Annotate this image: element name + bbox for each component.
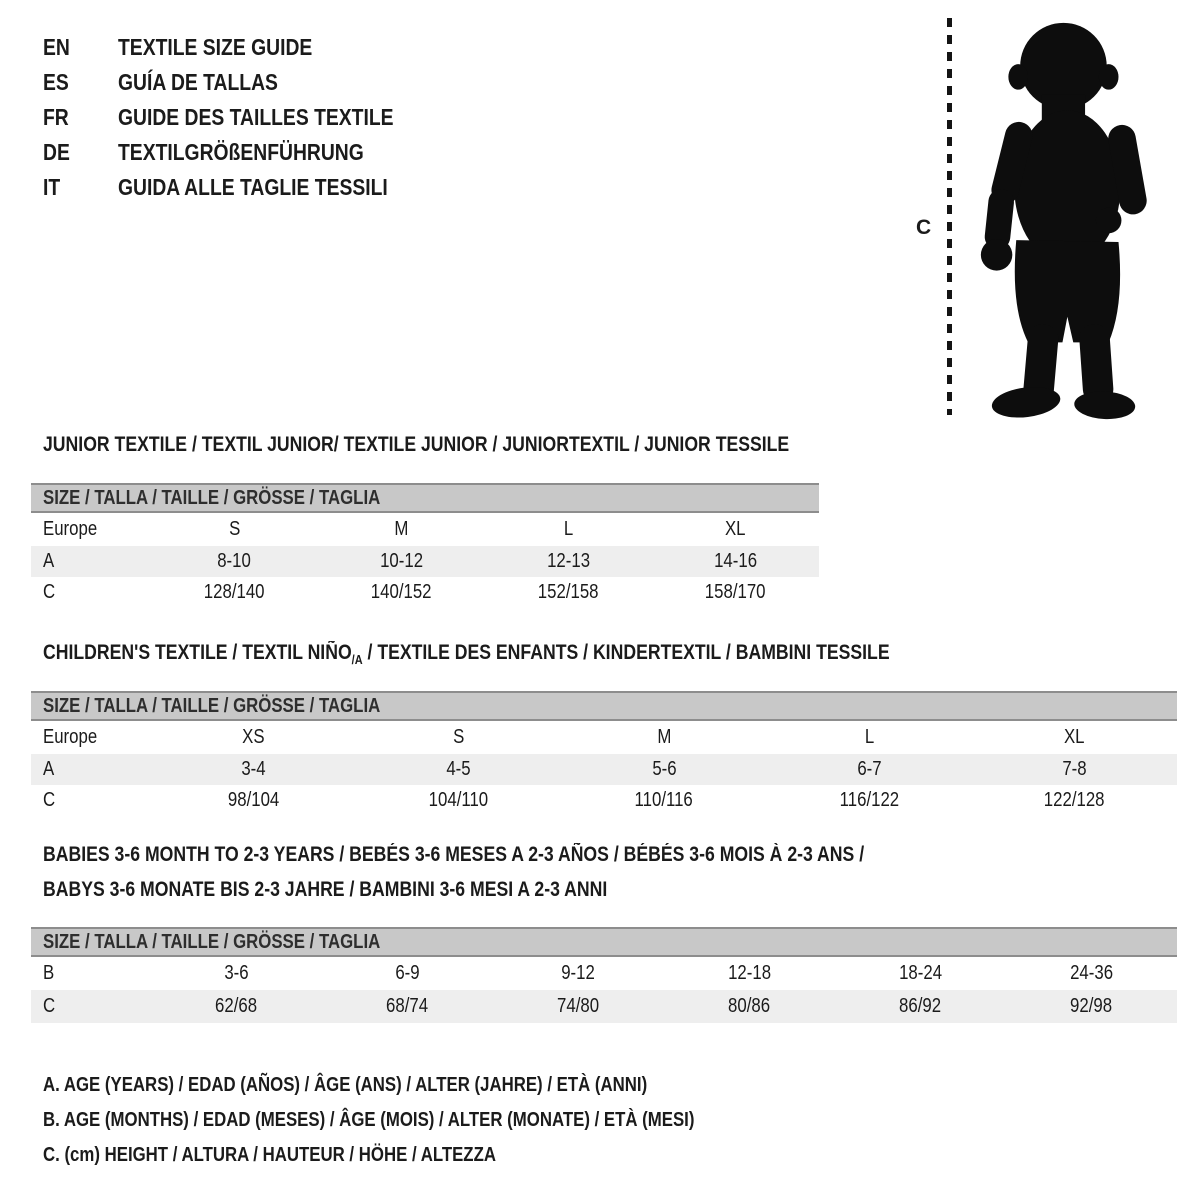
- junior-size-table: [31, 483, 819, 608]
- legend-line-b: [43, 1103, 819, 1138]
- table-cell: 128/140: [204, 581, 265, 603]
- junior-row-height: [31, 577, 819, 608]
- table-cell: 12-13: [547, 550, 590, 572]
- table-cell: 6-9: [395, 962, 420, 984]
- table-cell: 24-36: [1070, 962, 1113, 984]
- junior-size-header-bar: [31, 483, 819, 513]
- junior-size-xl: XL: [725, 518, 746, 540]
- children-row-height-label: C: [43, 789, 56, 811]
- children-row-age: [31, 754, 1177, 785]
- lang-row-fr: [43, 100, 446, 135]
- babies-row-months: [31, 957, 1177, 990]
- babies-row-height-label: C: [43, 995, 56, 1017]
- children-section-title-text: [43, 641, 890, 667]
- legend-line-a: [43, 1068, 819, 1103]
- junior-row-age-label: A: [43, 550, 55, 572]
- lang-row-de: [43, 135, 446, 170]
- children-row-age-label: A: [43, 758, 55, 780]
- junior-size-header-text: SIZE / TALLA / TAILLE / GRÖSSE / TAGLIA: [43, 486, 381, 509]
- table-cell: 74/80: [557, 995, 600, 1017]
- children-size-header-bar: [31, 691, 1177, 721]
- babies-title-line1-text: BABIES 3-6 MONTH TO 2-3 YEARS / BEBÉS 3-6 MESES A 2-3 AÑOS / BÉBÉS 3-6 MOIS À 2-3 ANS /: [43, 843, 865, 866]
- height-figure: [900, 0, 1200, 430]
- junior-size-s: S: [228, 518, 241, 540]
- children-size-xl: XL: [1064, 726, 1085, 748]
- lang-title-de: TEXTILGRÖßENFÜHRUNG: [118, 139, 364, 165]
- children-size-xs: XS: [242, 726, 265, 748]
- lang-row-en: [43, 30, 446, 65]
- table-cell: 104/110: [429, 789, 489, 811]
- legend-line-c: [43, 1138, 819, 1173]
- lang-code-fr: FR: [43, 104, 69, 130]
- junior-row-age: [31, 546, 819, 577]
- children-size-l: L: [864, 726, 874, 748]
- lang-row-it: [43, 170, 446, 205]
- table-cell: 14-16: [714, 550, 757, 572]
- children-size-s: S: [453, 726, 465, 748]
- table-cell: 10-12: [380, 550, 423, 572]
- table-cell: 116/122: [839, 789, 899, 811]
- babies-size-header-text: SIZE / TALLA / TAILLE / GRÖSSE / TAGLIA: [43, 930, 381, 953]
- children-region-label: Europe: [43, 726, 98, 748]
- table-cell: 7-8: [1062, 758, 1087, 780]
- table-cell: 86/92: [899, 995, 942, 1017]
- junior-size-m: M: [394, 518, 409, 540]
- table-cell: 3-6: [224, 962, 249, 984]
- height-measure-dashed-line: [947, 18, 952, 415]
- language-title-list: [43, 30, 446, 205]
- table-cell: 110/116: [634, 789, 694, 811]
- junior-row-height-label: C: [43, 581, 56, 603]
- lang-title-en: TEXTILE SIZE GUIDE: [118, 34, 313, 60]
- table-cell: 80/86: [728, 995, 771, 1017]
- table-cell: 6-7: [857, 758, 882, 780]
- height-measure-label: C: [916, 216, 932, 239]
- table-cell: 4-5: [446, 758, 471, 780]
- babies-row-months-label: B: [43, 962, 55, 984]
- table-cell: 158/170: [705, 581, 766, 603]
- children-title-suffix: / TEXTILE DES ENFANTS / KINDERTEXTIL / BAMBINI TESSILE: [362, 641, 890, 664]
- table-cell: 3-4: [241, 758, 266, 780]
- junior-region-label: Europe: [43, 518, 98, 540]
- table-cell: 98/104: [227, 789, 280, 811]
- babies-row-height: [31, 990, 1177, 1023]
- children-title-subscript: /A: [351, 652, 363, 668]
- children-title-prefix: CHILDREN'S TEXTILE / TEXTIL NIÑO: [43, 641, 352, 664]
- table-cell: 122/128: [1044, 789, 1105, 811]
- toddler-silhouette-icon: [960, 12, 1160, 420]
- lang-code-es: ES: [43, 69, 69, 95]
- table-cell: 152/158: [538, 581, 599, 603]
- babies-size-header-bar: [31, 927, 1177, 957]
- junior-sizes-row: [31, 513, 819, 546]
- table-cell: 140/152: [371, 581, 432, 603]
- table-cell: 12-18: [728, 962, 771, 984]
- lang-title-fr: GUIDE DES TAILLES TEXTILE: [118, 104, 394, 130]
- children-size-header-text: SIZE / TALLA / TAILLE / GRÖSSE / TAGLIA: [43, 694, 381, 717]
- table-cell: 5-6: [651, 758, 677, 780]
- table-cell: 92/98: [1070, 995, 1113, 1017]
- table-cell: 68/74: [386, 995, 429, 1017]
- babies-size-table: [31, 927, 1177, 1023]
- table-cell: 9-12: [561, 962, 596, 984]
- table-cell: 62/68: [215, 995, 258, 1017]
- children-row-height: [31, 785, 1177, 816]
- junior-section-title-text: JUNIOR TEXTILE / TEXTIL JUNIOR/ TEXTILE JUNIOR / JUNIORTEXTIL / JUNIOR TESSILE: [43, 433, 790, 456]
- babies-section-title-line2: [43, 878, 715, 902]
- legend-line-a-text: A. AGE (YEARS) / EDAD (AÑOS) / ÂGE (ANS) / ALTER (JAHRE) / ETÀ (ANNI): [43, 1074, 648, 1096]
- lang-title-it: GUIDA ALLE TAGLIE TESSILI: [118, 174, 388, 200]
- babies-title-line2-text: BABYS 3-6 MONATE BIS 2-3 JAHRE / BAMBINI 3-6 MESI A 2-3 ANNI: [43, 878, 608, 901]
- lang-code-de: DE: [43, 139, 70, 165]
- babies-section-title-line1: [43, 843, 1021, 867]
- children-sizes-row: [31, 721, 1177, 754]
- table-cell: 18-24: [899, 962, 942, 984]
- legend-line-b-text: B. AGE (MONTHS) / EDAD (MESES) / ÂGE (MOIS) / ALTER (MONATE) / ETÀ (MESI): [43, 1109, 695, 1131]
- table-cell: 8-10: [217, 550, 252, 572]
- children-size-table: [31, 691, 1177, 816]
- lang-row-es: [43, 65, 446, 100]
- junior-section-title: [43, 433, 931, 457]
- junior-size-l: L: [563, 518, 574, 540]
- lang-code-it: IT: [43, 174, 61, 200]
- legend: [43, 1068, 819, 1173]
- lang-title-es: GUÍA DE TALLAS: [118, 69, 278, 95]
- children-section-title: [43, 641, 1051, 667]
- lang-code-en: EN: [43, 34, 70, 60]
- legend-line-c-text: C. (cm) HEIGHT / ALTURA / HAUTEUR / HÖHE / ALTEZZA: [43, 1144, 496, 1166]
- children-size-m: M: [657, 726, 672, 748]
